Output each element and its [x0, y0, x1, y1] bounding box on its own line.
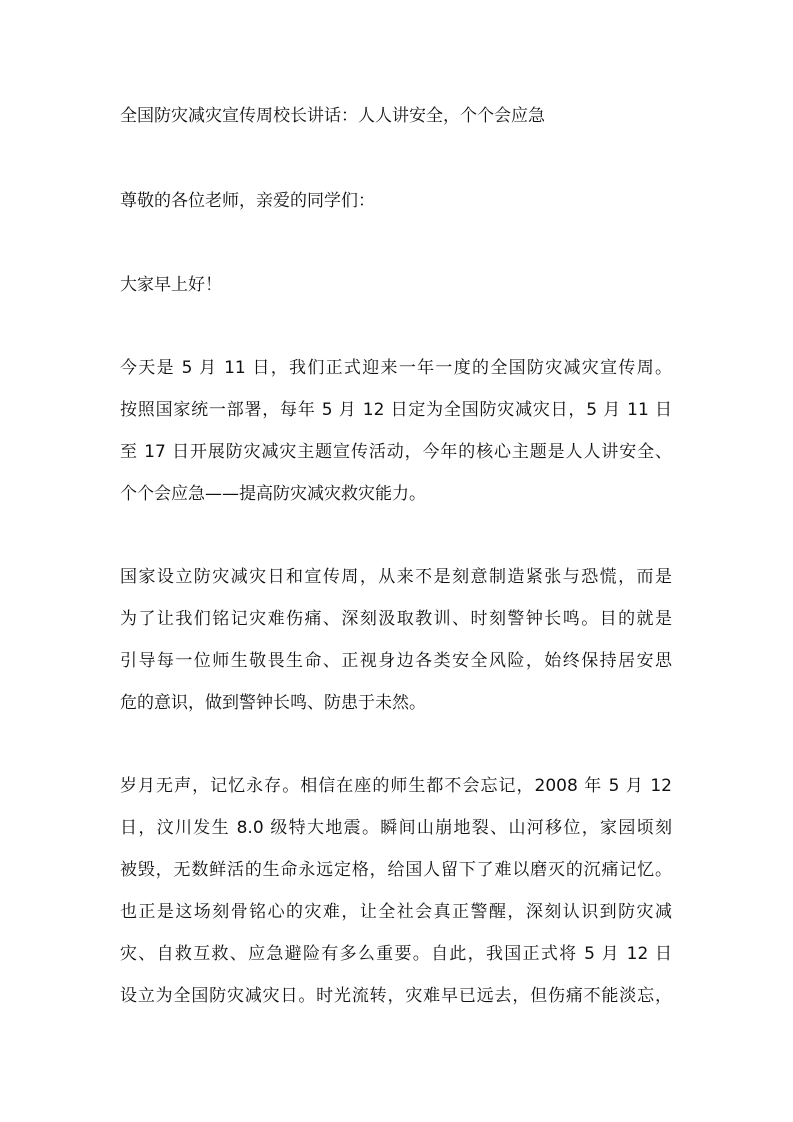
- paragraph-1-line-4: 个个会应急——提高防灾减灾救灾能力。: [120, 484, 426, 504]
- salutation: 大家早上好！: [120, 275, 222, 295]
- paragraph-3-line-1: 岁月无声，记忆永存。相信在座的师生都不会忘记，2008 年 5 月 12: [120, 776, 672, 796]
- paragraph-2-line-1: 国家设立防灾减灾日和宣传周，从来不是刻意制造紧张与恐慌，而是: [120, 567, 672, 587]
- paragraph-3-line-6: 设立为全国防灾减灾日。时光流转，灾难早已远去，但伤痛不能淡忘，: [120, 986, 672, 1006]
- paragraph-3-line-2: 日，汶川发生 8.0 级特大地震。瞬间山崩地裂、山河移位，家园顷刻: [120, 818, 672, 838]
- paragraph-2-line-4: 危的意识，做到警钟长鸣、防患于未然。: [120, 693, 426, 713]
- paragraph-1-line-3: 至 17 日开展防灾减灾主题宣传活动，今年的核心主题是人人讲安全、: [120, 442, 672, 462]
- paragraph-3-line-3: 被毁，无数鲜活的生命永远定格，给国人留下了难以磨灭的沉痛记忆。: [120, 860, 672, 880]
- paragraph-1-line-2: 按照国家统一部署，每年 5 月 12 日定为全国防灾减灾日，5 月 11 日: [120, 400, 672, 420]
- paragraph-3-line-4: 也正是这场刻骨铭心的灾难，让全社会真正警醒，深刻认识到防灾减: [120, 902, 672, 922]
- paragraph-2-line-2: 为了让我们铭记灾难伤痛、深刻汲取教训、时刻警钟长鸣。目的就是: [120, 609, 672, 629]
- paragraph-3-line-5: 灾、自救互救、应急避险有多么重要。自此，我国正式将 5 月 12 日: [120, 944, 672, 964]
- paragraph-1-line-1: 今天是 5 月 11 日，我们正式迎来一年一度的全国防灾减灾宣传周。: [120, 358, 672, 378]
- paragraph-2-line-3: 引导每一位师生敬畏生命、正视身边各类安全风险，始终保持居安思: [120, 651, 672, 671]
- document-title: 全国防灾减灾宣传周校长讲话：人人讲安全，个个会应急: [120, 106, 545, 126]
- greeting: 尊敬的各位老师，亲爱的同学们：: [120, 191, 375, 211]
